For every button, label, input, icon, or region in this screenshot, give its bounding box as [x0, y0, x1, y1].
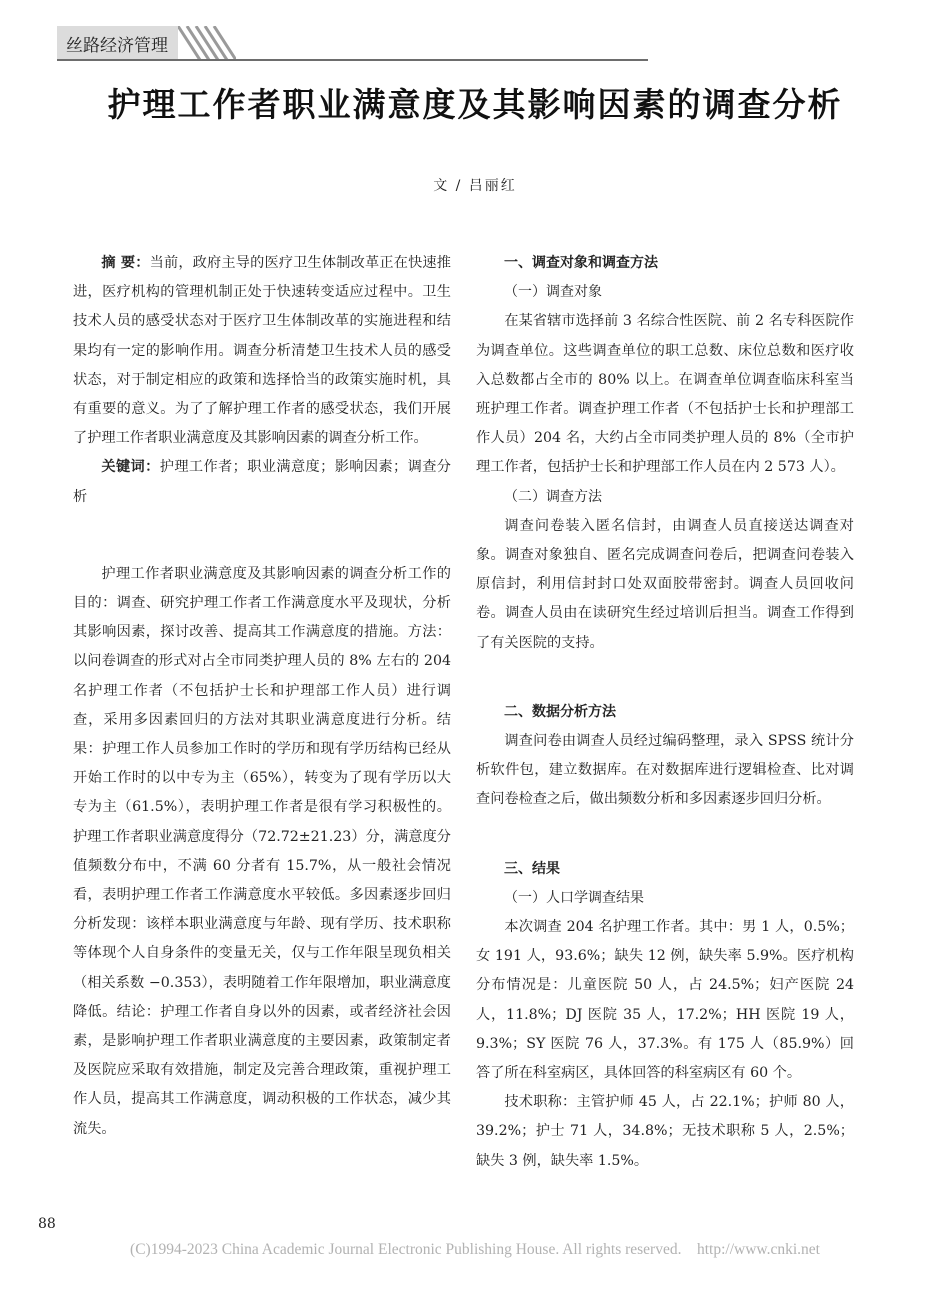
author-line: 文 / 吕丽红 — [433, 178, 517, 194]
page-number: 88 — [38, 1216, 56, 1232]
article-title: 护理工作者职业满意度及其影响因素的调查分析 — [107, 85, 843, 124]
section2-heading: 二、数据分析方法 — [504, 703, 616, 720]
keywords-label: 关键词： — [101, 459, 160, 476]
left-column — [73, 249, 451, 1144]
abstract-paragraph — [73, 249, 451, 453]
spacer — [476, 658, 854, 698]
section-label: 丝路经济管理 — [66, 36, 168, 56]
spacer — [476, 815, 854, 855]
keywords-text: 护理工作者；职业满意度；影响因素；调查分析 — [73, 459, 451, 505]
section1-heading: 一、调查对象和调查方法 — [504, 255, 658, 271]
copyright-footer: (C)1994-2023 China Academic Journal Electronic Publishing House. All rights reserved. http://www.cnki.net — [130, 1241, 820, 1258]
abstract-text: 当前，政府主导的医疗卫生体制改革正在快速推进，医疗机构的管理机制正处于快速转变适应过程中。卫生技术人员的感受状态对于医疗卫生体制改革的实施进程和结果均有一定的影响作用。调查分析清楚卫生技术人员的感受状态，对于制定相应的政策和选择恰当的政策实施时机，具有重要的意义。为了了解护理工作者的感受状态，我们开展了护理工作者职业满意度及其影响因素的调查分析工作。 — [73, 255, 451, 447]
abstract-label: 摘 要： — [101, 255, 150, 271]
section1-sub2-text: 调查问卷装入匿名信封，由调查人员直接送达调查对象。调查对象独自、匿名完成调查问卷后，把调查问卷装入原信封，利用信封封口处双面胶带密封。调查人员回收问卷。调查人员由在读研究生经过培训后担当。调查工作得到了有关医院的支持。 — [476, 517, 854, 651]
right-column — [476, 249, 854, 1176]
section3-heading: 三、结果 — [504, 860, 560, 877]
section3-sub1-heading: （一）人口学调查结果 — [504, 889, 644, 906]
header-stripes-decoration — [178, 26, 236, 60]
section2-text: 调查问卷由调查人员经过编码整理，录入 SPSS 统计分析软件包，建立数据库。在对数据库进行逻辑检查、比对调查问卷检查之后，做出频数分析和多因素逐步回归分析。 — [476, 733, 854, 808]
keywords-paragraph — [73, 453, 451, 511]
spacer — [73, 512, 451, 560]
section3-para1: 本次调查 204 名护理工作者。其中：男 1 人，0.5%；女 191 人，93.6%；缺失 12 例，缺失率 5.9%。医疗机构分布情况是：儿童医院 50 人，占 24.5%；妇产医院 24 人，11.8%；DJ 医院 35 人，17.2%；HH 医院 19 人，9.3%；SY 医院 76 人，37.3%。有 175 人（85.9%）回答了所在科室病区，具体回答的科室病区有 60 个。 — [476, 919, 854, 1082]
header-rule — [57, 59, 648, 61]
section3-para2: 技术职称：主管护师 45 人，占 22.1%；护师 80 人，39.2%；护士 71 人，34.8%；无技术职称 5 人，2.5%；缺失 3 例，缺失率 1.5%。 — [476, 1094, 854, 1169]
intro-paragraph: 护理工作者职业满意度及其影响因素的调查分析工作的目的：调查、研究护理工作者工作满意度水平及现状，分析其影响因素，探讨改善、提高其工作满意度的措施。方法：以问卷调查的形式对占全市同类护理人员的 8% 左右的 204 名护理工作者（不包括护士长和护理部工作人员）进行调查，采用多因素回归的方法对其职业满意度进行分析。结果：护理工作人员参加工作时的学历和现有学历结构已经从开始工作时的以中专为主（65%），转变为了现有学历以大专为主（61.5%），表明护理工作者是很有学习积极性的。护理工作者职业满意度得分（72.72±21.23）分，满意度分值频数分布中，不满 60 分者有 15.7%，从一般社会情况看，表明护理工作者工作满意度水平较低。多因素逐步回归分析发现：该样本职业满意度与年龄、现有学历、技术职称等体现个人自身条件的变量无关，仅与工作年限呈现负相关（相关系数 −0.353），表明随着工作年限增加，职业满意度降低。结论：护理工作者自身以外的因素，或者经济社会因素，是影响护理工作者职业满意度的主要因素，政策制定者及医院应采取有效措施，制定及完善合理政策，重视护理工作人员，提高其工作满意度，调动积极的工作状态，减少其流失。 — [73, 565, 451, 1137]
abstract — [73, 249, 451, 512]
section1-sub2-heading: （二）调查方法 — [504, 488, 602, 505]
section1-sub1-text: 在某省辖市选择前 3 名综合性医院、前 2 名专科医院作为调查单位。这些调查单位的职工总数、床位总数和医疗收入总数都占全市的 80% 以上。在调查单位调查临床科室当班护理工作者。调查护理工作者（不包括护士长和护理部工作人员）204 名，大约占全市同类护理人员的 8%（全市护理工作者，包括护士长和护理部工作人员在内 2 573 人）。 — [476, 313, 854, 476]
section1-sub1-heading: （一）调查对象 — [504, 284, 602, 301]
